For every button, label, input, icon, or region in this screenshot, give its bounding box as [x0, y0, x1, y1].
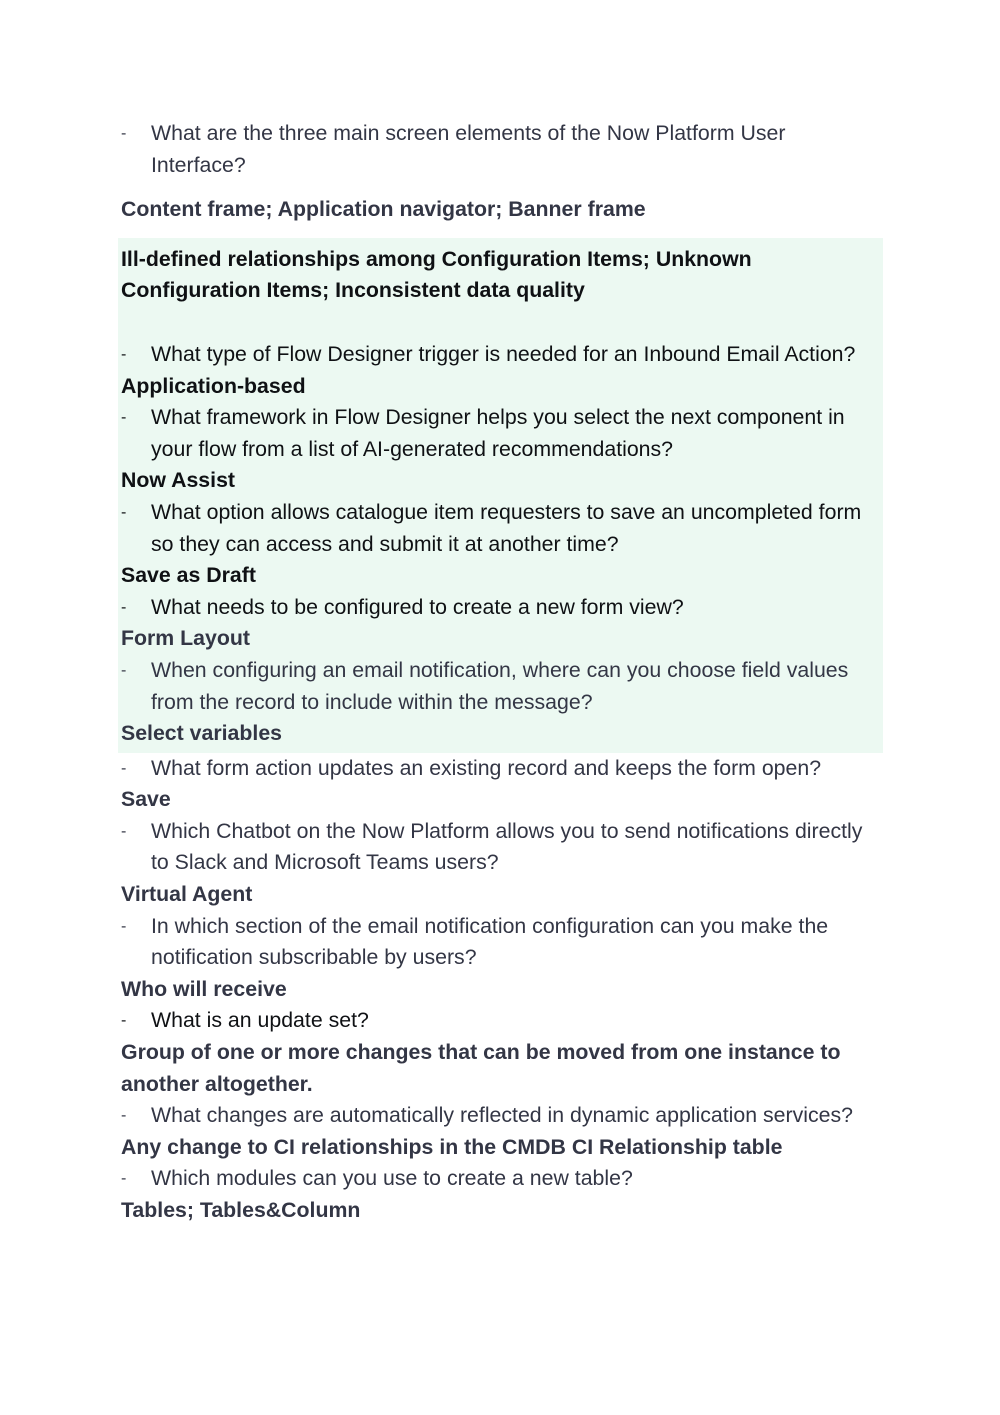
- bullet: -: [121, 503, 127, 521]
- question-8: [121, 753, 883, 785]
- bullet: -: [121, 125, 127, 142]
- answer-10: Who will receive: [121, 976, 287, 1001]
- question-text: In which section of the email notification configuration can you make the notification subscribable by users?: [151, 913, 829, 970]
- answer-2: Ill-defined relationships among Configuration Items; Unknown Configuration Items; Inconsistent data quality: [121, 246, 752, 303]
- question-11: [121, 1005, 883, 1037]
- question-3: [121, 339, 883, 371]
- question-4: [121, 402, 883, 465]
- question-5: [121, 497, 883, 560]
- answer-9: Virtual Agent: [121, 882, 253, 907]
- question-1: [121, 118, 883, 181]
- question-text: What option allows catalogue item requesters to save an uncompleted form so they can access and submit it at another time?: [151, 499, 862, 556]
- answer-12: Any change to CI relationships in the CMDB CI Relationship table: [121, 1134, 783, 1159]
- question-9: [121, 816, 883, 879]
- question-text: Which modules can you use to create a new table?: [151, 1166, 633, 1191]
- bullet: -: [121, 598, 127, 616]
- answer-7: Select variables: [121, 721, 283, 746]
- answer-5: Save as Draft: [121, 563, 256, 588]
- bullet: -: [121, 345, 127, 363]
- answer-11: Group of one or more changes that can be moved from one instance to another altogether.: [121, 1040, 841, 1096]
- question-6: [121, 592, 883, 624]
- bullet: -: [121, 661, 127, 679]
- question-text: What are the three main screen elements of the Now Platform User Interface?: [151, 121, 786, 177]
- blank-line: [121, 307, 883, 339]
- bullet: -: [121, 917, 127, 935]
- question-text: What form action updates an existing record and keeps the form open?: [151, 755, 822, 780]
- question-text: What needs to be configured to create a new form view?: [151, 594, 684, 619]
- bullet: -: [121, 1107, 127, 1125]
- answer-13: Tables; Tables&Column: [121, 1198, 361, 1222]
- question-text: Which Chatbot on the Now Platform allows you to send notifications directly to Slack and Microsoft Teams users?: [151, 818, 863, 875]
- question-13: [121, 1163, 883, 1195]
- question-text: What type of Flow Designer trigger is needed for an Inbound Email Action?: [151, 341, 856, 366]
- question-text: What framework in Flow Designer helps you select the next component in your flow from a list of AI-generated recommendations?: [151, 405, 845, 461]
- question-12: [121, 1100, 883, 1132]
- bullet: -: [121, 822, 127, 840]
- bullet: -: [121, 759, 127, 777]
- answer-1: Content frame; Application navigator; Banner frame: [121, 197, 646, 222]
- question-7: [121, 655, 883, 718]
- question-10: [121, 911, 883, 974]
- bullet: -: [121, 1170, 127, 1188]
- answer-6: Form Layout: [121, 626, 250, 651]
- answer-3: Application-based: [121, 373, 306, 398]
- highlighted-section: [118, 238, 883, 753]
- answer-4: Now Assist: [121, 468, 236, 493]
- bullet: -: [121, 1012, 127, 1030]
- bullet: -: [121, 409, 127, 427]
- question-text: What is an update set?: [151, 1008, 369, 1033]
- question-text: When configuring an email notification, where can you choose field values from the record to include within the message?: [151, 657, 849, 714]
- document-page: [121, 118, 883, 1227]
- question-text: What changes are automatically reflected in dynamic application services?: [151, 1103, 853, 1128]
- answer-8: Save: [121, 787, 171, 812]
